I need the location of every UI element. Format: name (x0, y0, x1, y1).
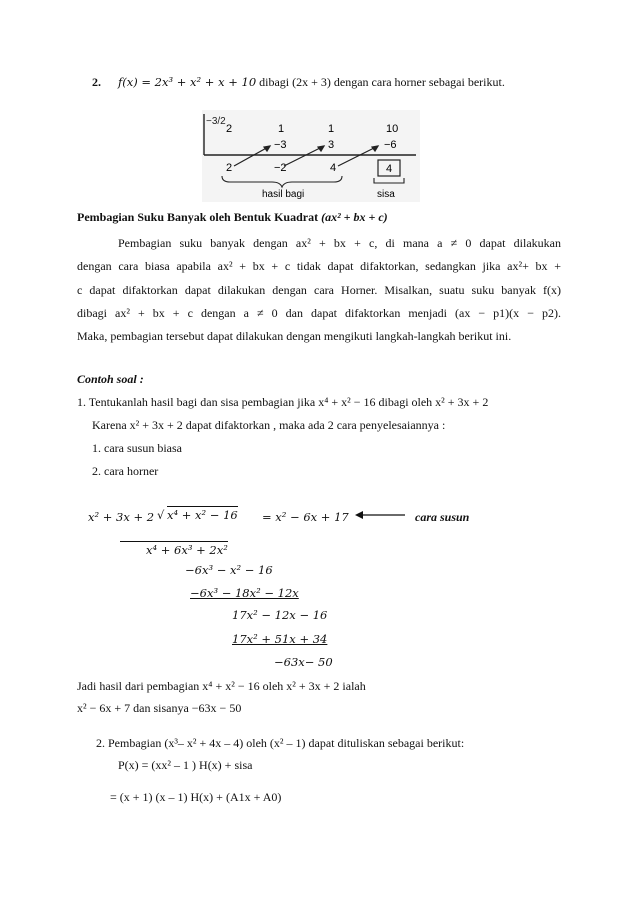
long-division-divisor: x² + 3x + 2 (88, 510, 155, 524)
division-step-1: x⁴ + 6x³ + 2x² (120, 541, 228, 557)
division-step-3: −6x³ − 18x² − 12x (190, 586, 299, 600)
remainder-label: sisa (377, 189, 395, 200)
horner-r1-c1: 2 (226, 123, 233, 135)
long-division-dividend: x⁴ + x² − 16 (167, 508, 238, 522)
long-division-label: cara susun (415, 510, 470, 524)
paragraph-line-4: dibagi ax² + bx + c dengan a ≠ 0 dan dapat difaktorkan menjadi (ax − p1)(x − p2). (77, 306, 561, 320)
conclusion-line-1: Jadi hasil dari pembagian x⁴ + x² − 16 oleh x² + 3x + 2 ialah (77, 679, 366, 693)
horner-r1-c3: 1 (328, 123, 335, 135)
section-heading-formula: (ax² + bx + c) (321, 210, 388, 224)
horner-divisor: −3/2 (206, 116, 226, 127)
horner-r1-c4: 10 (386, 123, 399, 135)
long-division-bracket: √ (157, 508, 165, 522)
horner-scheme-figure (202, 110, 420, 202)
item-2-text (118, 75, 505, 90)
example-question-1: 1. Tentukanlah hasil bagi dan sisa pembagian jika x⁴ + x² − 16 dibagi oleh x² + 3x + 2 (77, 395, 489, 409)
division-step-4: 17x² − 12x − 16 (232, 608, 328, 622)
method-item-1: 1. cara susun biasa (92, 441, 182, 455)
method-text: dengan cara horner sebagai berikut. (333, 75, 505, 89)
example-2-line-1: 2. Pembagian (x³– x² + 4x – 4) oleh (x² – 1) dapat dituliskan sebagai berikut: (96, 736, 465, 750)
horner-r3-c4: 4 (386, 163, 393, 175)
horner-r2-c3: 3 (328, 139, 335, 151)
example-heading: Contoh soal : (77, 372, 144, 386)
paragraph-line-2: dengan cara biasa apabila ax² + bx + c tidak dapat difaktorkan, sedangkan jika ax²+ bx + (77, 259, 561, 273)
conclusion-line-2: x² − 6x + 7 dan sisanya −63x − 50 (77, 701, 242, 715)
example-2-line-3: = (x + 1) (x – 1) H(x) + (A1x + A0) (110, 790, 282, 804)
item-2-number: 2. (92, 75, 101, 89)
paragraph-line-5: Maka, pembagian tersebut dapat dilakukan dengan mengikuti langkah-langkah berikut ini. (77, 329, 512, 343)
horner-r2-c2: −3 (274, 139, 287, 151)
division-step-5: 17x² + 51x + 34 (232, 632, 328, 646)
example-question-1-note: Karena x² + 3x + 2 dapat difaktorkan , maka ada 2 cara penyelesaiannya : (92, 418, 446, 432)
horner-r1-c2: 1 (278, 123, 285, 135)
section-heading (77, 210, 388, 225)
horner-r3-c1: 2 (226, 162, 233, 174)
paragraph-line-1: Pembagian suku banyak dengan ax² + bx + c, di mana a ≠ 0 dapat dilakukan (118, 236, 561, 250)
horner-r2-c4: −6 (384, 139, 397, 151)
section-heading-text: Pembagian Suku Banyak oleh Bentuk Kuadrat (77, 210, 319, 224)
divisor-text: dibagi (2x + 3) (259, 75, 331, 89)
function-expression: f(x) = 2x³ + x² + x + 10 (118, 75, 257, 89)
quotient-label: hasil bagi (262, 189, 305, 200)
long-division-quotient: = x² − 6x + 17 (262, 510, 349, 524)
division-step-2: −6x³ − x² − 16 (185, 563, 273, 577)
paragraph-line-3: c dapat difaktorkan dapat dilakukan dengan cara Horner. Misalkan, suatu suku banyak f(x) (77, 283, 561, 297)
example-2-line-2: P(x) = (xx² – 1 ) H(x) + sisa (118, 758, 253, 772)
horner-r3-c3: 4 (330, 162, 337, 174)
horner-r3-c2: −2 (274, 162, 287, 174)
division-step-6: −63x− 50 (274, 655, 333, 669)
arrow-left-icon (355, 510, 405, 520)
method-item-2: 2. cara horner (92, 464, 159, 478)
